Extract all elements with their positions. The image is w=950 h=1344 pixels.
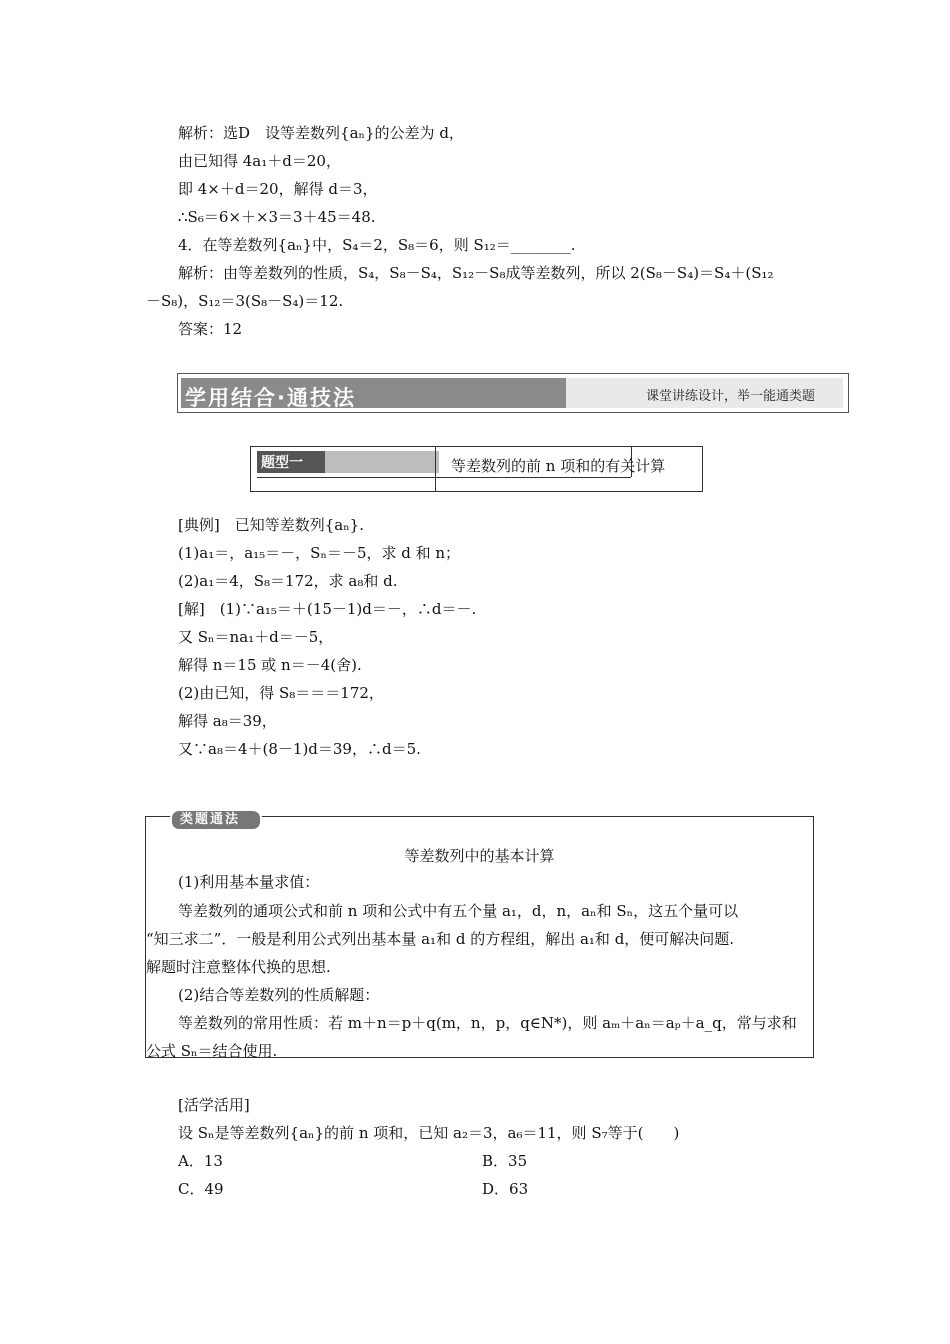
- option-d: D．63: [482, 1180, 529, 1198]
- method-tag-text: 类题通法: [180, 812, 241, 827]
- method-paragraph: (1)利用基本量求值：: [178, 873, 320, 891]
- method-paragraph: 等差数列的通项公式和前 n 项和公式中有五个量 a₁，d，n，aₙ和 Sₙ，这五个量可以: [178, 902, 739, 920]
- method-paragraph: 解题时注意整体代换的思想.: [146, 958, 331, 976]
- type-divider: [435, 447, 436, 491]
- solution-line: 由已知得 4a₁＋d＝20，: [178, 152, 341, 170]
- banner-subtitle: 课堂讲练设计，举一能通类题: [646, 389, 816, 404]
- section-banner: [177, 373, 849, 413]
- example-line: (2)由已知，得 S₈＝＝＝172，: [178, 684, 384, 702]
- option-b: B．35: [482, 1152, 528, 1170]
- example-line: [解] (1)∵a₁₅＝＋(15－1)d＝－，∴d＝－.: [178, 600, 477, 618]
- example-line: [典例] 已知等差数列{aₙ}.: [178, 516, 364, 534]
- method-paragraph: (2)结合等差数列的性质解题：: [178, 986, 380, 1004]
- example-line: 解得 n＝15 或 n＝－4(舍).: [178, 656, 362, 674]
- example-line: (2)a₁＝4，S₈＝172，求 a₈和 d.: [178, 572, 398, 590]
- method-summary-box: [145, 812, 814, 1060]
- problem-type-box: [250, 446, 703, 492]
- method-title: 等差数列中的基本计算: [404, 847, 555, 865]
- solution-line: 解析：选D 设等差数列{aₙ}的公差为 d，: [178, 124, 464, 142]
- option-c: C．49: [178, 1180, 224, 1198]
- example-line: 又 Sₙ＝na₁＋d＝－5，: [178, 628, 334, 646]
- question-text: 4．在等差数列{aₙ}中，S₄＝2，S₈＝6，则 S₁₂＝________.: [178, 236, 576, 254]
- banner-title-block: [181, 378, 566, 408]
- analysis-line: －S₈)，S₁₂＝3(S₈－S₄)＝12.: [146, 292, 344, 310]
- type-divider: [257, 477, 631, 478]
- practice-question: 设 Sₙ是等差数列{aₙ}的前 n 项和，已知 a₂＝3，a₆＝11，则 S₇等于( ): [178, 1124, 680, 1142]
- option-a: A．13: [178, 1152, 223, 1170]
- example-line: 解得 a₈＝39，: [178, 712, 277, 730]
- method-paragraph: 等差数列的常用性质：若 m＋n＝p＋q(m，n，p，q∈N*)，则 aₘ＋aₙ＝aₚ＋a_q，常与求和: [178, 1014, 797, 1032]
- type-label: 题型一: [261, 455, 303, 471]
- banner-subtitle-block: [566, 378, 843, 408]
- analysis-line: 解析：由等差数列的性质，S₄，S₈－S₄，S₁₂－S₈成等差数列，所以 2(S₈－S₄)＝S₄＋(S₁₂: [178, 264, 774, 282]
- practice-header: [活学活用]: [178, 1096, 250, 1114]
- solution-line: ∴S₆＝6×＋×3＝3＋45＝48.: [178, 208, 376, 226]
- method-tag: [170, 809, 262, 831]
- example-line: (1)a₁＝，a₁₅＝－，Sₙ＝－5，求 d 和 n；: [178, 544, 461, 562]
- method-paragraph: “知三求二”．一般是利用公式列出基本量 a₁和 d 的方程组，解出 a₁和 d，便可解决问题.: [146, 930, 735, 948]
- method-paragraph: 公式 Sₙ＝结合使用.: [146, 1042, 278, 1060]
- example-line: 又∵a₈＝4＋(8－1)d＝39，∴d＝5.: [178, 740, 421, 758]
- type-title: 等差数列的前 n 项和的有关计算: [451, 457, 666, 475]
- answer-line: 答案：12: [178, 320, 243, 338]
- banner-title: 学用结合·通技法: [185, 386, 356, 410]
- solution-line: 即 4×＋d＝20，解得 d＝3，: [178, 180, 378, 198]
